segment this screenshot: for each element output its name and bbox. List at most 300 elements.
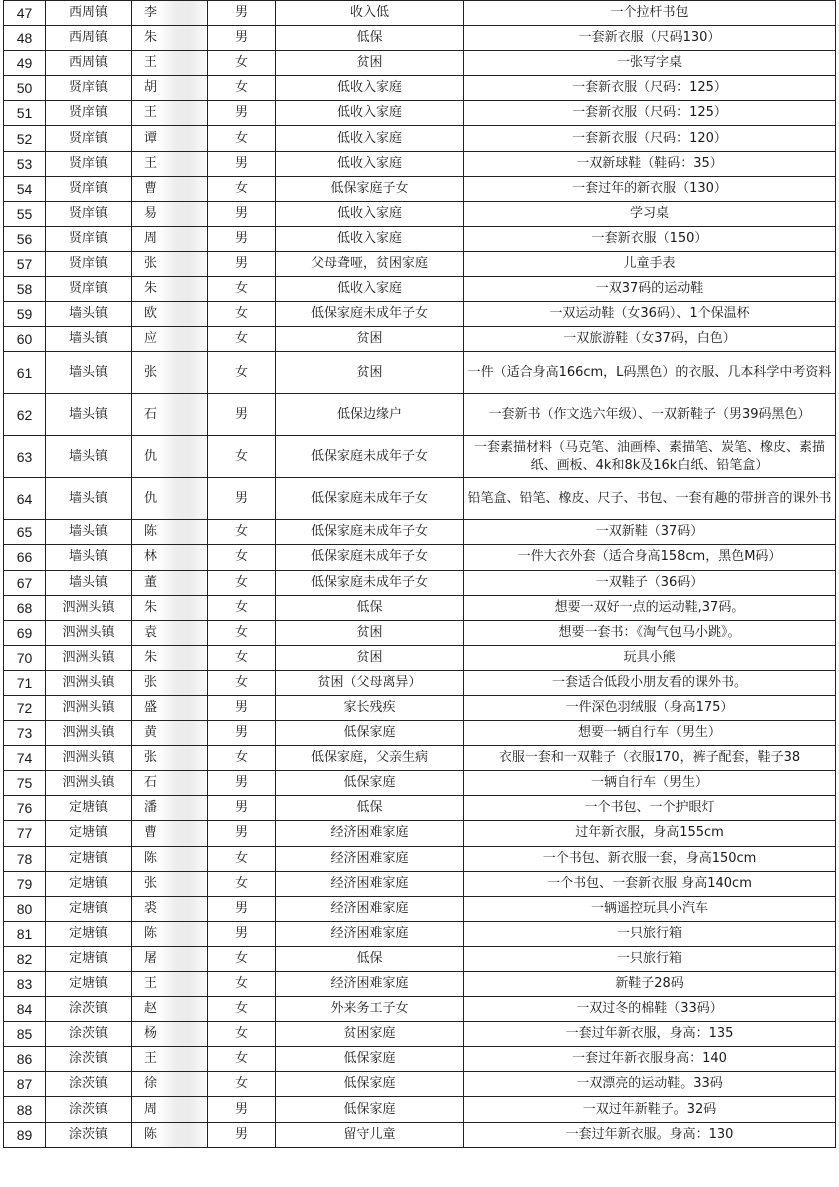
family-status-cell: 贫困	[276, 51, 464, 76]
town-cell: 定塘镇	[46, 871, 132, 896]
child-name-cell	[132, 1097, 208, 1122]
child-name-cell	[132, 436, 208, 478]
row-number: 70	[4, 645, 46, 670]
gender-cell: 男	[208, 771, 276, 796]
gender-cell: 男	[208, 921, 276, 946]
child-name-text: 朱	[144, 649, 158, 665]
row-number: 82	[4, 946, 46, 971]
family-status-cell: 经济困难家庭	[276, 896, 464, 921]
wish-cell: 一辆遥控玩具小汽车	[464, 896, 836, 921]
family-status-cell: 低保家庭未成年子女	[276, 478, 464, 520]
table-row	[4, 871, 836, 896]
child-name-text: 陈	[144, 850, 158, 866]
child-name-text: 王	[144, 1051, 158, 1067]
row-number: 69	[4, 620, 46, 645]
table-row	[4, 101, 836, 126]
town-cell: 涂茨镇	[46, 1047, 132, 1072]
wish-cell: 一个书包、新衣服一套，身高150cm	[464, 846, 836, 871]
child-name-cell	[132, 176, 208, 201]
family-status-cell: 低保家庭子女	[276, 176, 464, 201]
child-name-cell	[132, 126, 208, 151]
child-name-cell	[132, 1022, 208, 1047]
family-status-cell: 父母聋哑，贫困家庭	[276, 251, 464, 276]
table-row	[4, 226, 836, 251]
town-cell: 墙头镇	[46, 436, 132, 478]
gender-cell: 男	[208, 695, 276, 720]
town-cell: 定塘镇	[46, 796, 132, 821]
gender-cell: 男	[208, 478, 276, 520]
table-body	[4, 1, 836, 1148]
gender-cell: 女	[208, 302, 276, 327]
row-number: 50	[4, 76, 46, 101]
row-number: 61	[4, 352, 46, 394]
wish-cell: 一双旅游鞋（女37码，白色）	[464, 327, 836, 352]
gender-cell: 女	[208, 746, 276, 771]
wish-cell: 一套新衣服（尺码：125）	[464, 101, 836, 126]
table-row	[4, 277, 836, 302]
family-status-cell: 低收入家庭	[276, 201, 464, 226]
child-name-text: 黄	[144, 725, 158, 741]
child-name-cell	[132, 1047, 208, 1072]
wish-cell: 一套过年新衣服身高：140	[464, 1047, 836, 1072]
child-name-text: 王	[144, 105, 158, 121]
town-cell: 西周镇	[46, 51, 132, 76]
gender-cell: 男	[208, 394, 276, 436]
child-name-cell	[132, 151, 208, 176]
table-row	[4, 946, 836, 971]
child-name-cell	[132, 226, 208, 251]
child-name-cell	[132, 101, 208, 126]
family-status-cell: 低保家庭未成年子女	[276, 520, 464, 545]
child-name-cell	[132, 595, 208, 620]
wish-cell: 一张写字桌	[464, 51, 836, 76]
wish-cell: 一双漂亮的运动鞋。33码	[464, 1072, 836, 1097]
wish-cell: 一套新衣服（尺码130）	[464, 26, 836, 51]
child-name-cell	[132, 1122, 208, 1147]
town-cell: 泗洲头镇	[46, 620, 132, 645]
family-status-cell: 低保家庭	[276, 1097, 464, 1122]
family-status-cell: 经济困难家庭	[276, 972, 464, 997]
wish-cell: 一双过冬的棉鞋（33码）	[464, 997, 836, 1022]
table-row	[4, 327, 836, 352]
table-row	[4, 821, 836, 846]
row-number: 74	[4, 746, 46, 771]
wish-cell: 一双37码的运动鞋	[464, 277, 836, 302]
child-name-text: 张	[144, 875, 158, 891]
family-status-cell: 经济困难家庭	[276, 921, 464, 946]
wish-cell: 一套素描材料（马克笔、油画棒、素描笔、炭笔、橡皮、素描纸、画板、4k和8k及16k白纸、铅笔盒）	[464, 436, 836, 478]
child-name-cell	[132, 946, 208, 971]
town-cell: 定塘镇	[46, 946, 132, 971]
table-row	[4, 695, 836, 720]
wish-cell: 一套过年新衣服，身高：135	[464, 1022, 836, 1047]
row-number: 54	[4, 176, 46, 201]
child-name-cell	[132, 620, 208, 645]
gender-cell: 女	[208, 436, 276, 478]
table-row	[4, 394, 836, 436]
gender-cell: 男	[208, 201, 276, 226]
town-cell: 涂茨镇	[46, 1097, 132, 1122]
family-status-cell: 外来务工子女	[276, 997, 464, 1022]
row-number: 79	[4, 871, 46, 896]
table-row	[4, 1097, 836, 1122]
wish-cell: 一套新书（作文选六年级）、一双新鞋子（男39码黑色）	[464, 394, 836, 436]
child-name-cell	[132, 771, 208, 796]
table-row	[4, 76, 836, 101]
town-cell: 泗洲头镇	[46, 695, 132, 720]
wish-cell: 一套新衣服（150）	[464, 226, 836, 251]
family-status-cell: 低保家庭未成年子女	[276, 436, 464, 478]
town-cell: 定塘镇	[46, 896, 132, 921]
child-name-cell	[132, 545, 208, 570]
table-row	[4, 746, 836, 771]
town-cell: 墙头镇	[46, 302, 132, 327]
town-cell: 泗洲头镇	[46, 771, 132, 796]
child-name-text: 董	[144, 574, 158, 590]
gender-cell: 女	[208, 871, 276, 896]
gender-cell: 男	[208, 251, 276, 276]
gender-cell: 男	[208, 1097, 276, 1122]
wish-cell: 想要一辆自行车（男生）	[464, 721, 836, 746]
town-cell: 墙头镇	[46, 327, 132, 352]
row-number: 51	[4, 101, 46, 126]
gender-cell: 男	[208, 226, 276, 251]
gender-cell: 男	[208, 721, 276, 746]
table-row	[4, 51, 836, 76]
child-name-text: 石	[144, 775, 158, 791]
gender-cell: 女	[208, 997, 276, 1022]
table-row	[4, 796, 836, 821]
table-row	[4, 846, 836, 871]
child-name-cell	[132, 51, 208, 76]
town-cell: 贤庠镇	[46, 126, 132, 151]
child-name-cell	[132, 821, 208, 846]
table-row	[4, 1, 836, 26]
gender-cell: 女	[208, 277, 276, 302]
child-name-text: 胡	[144, 80, 158, 96]
child-name-text: 裘	[144, 900, 158, 916]
child-name-text: 仇	[144, 490, 158, 506]
child-name-text: 周	[144, 230, 158, 246]
child-name-cell	[132, 302, 208, 327]
child-name-cell	[132, 997, 208, 1022]
family-status-cell: 贫困（父母离异）	[276, 670, 464, 695]
child-name-text: 曹	[144, 180, 158, 196]
child-name-cell	[132, 277, 208, 302]
family-status-cell: 贫困	[276, 620, 464, 645]
row-number: 62	[4, 394, 46, 436]
table-row	[4, 151, 836, 176]
wish-cell: 一个书包、一个护眼灯	[464, 796, 836, 821]
table-row	[4, 302, 836, 327]
gender-cell: 女	[208, 570, 276, 595]
town-cell: 墙头镇	[46, 352, 132, 394]
row-number: 73	[4, 721, 46, 746]
wish-cell: 一件（适合身高166cm，L码黑色）的衣服、几本科学中考资料	[464, 352, 836, 394]
row-number: 65	[4, 520, 46, 545]
row-number: 87	[4, 1072, 46, 1097]
family-status-cell: 低保边缘户	[276, 394, 464, 436]
wish-cell: 儿童手表	[464, 251, 836, 276]
row-number: 47	[4, 1, 46, 26]
town-cell: 贤庠镇	[46, 226, 132, 251]
child-name-text: 周	[144, 1101, 158, 1117]
child-name-cell	[132, 746, 208, 771]
wish-cell: 过年新衣服，身高155cm	[464, 821, 836, 846]
child-name-cell	[132, 645, 208, 670]
family-status-cell: 低保家庭	[276, 1072, 464, 1097]
row-number: 85	[4, 1022, 46, 1047]
gender-cell: 女	[208, 946, 276, 971]
wish-cell: 一个书包、一套新衣服 身高140cm	[464, 871, 836, 896]
town-cell: 涂茨镇	[46, 1072, 132, 1097]
child-name-cell	[132, 1072, 208, 1097]
family-status-cell: 收入低	[276, 1, 464, 26]
wish-cell: 衣服一套和一双鞋子（衣服170，裤子配套，鞋子38	[464, 746, 836, 771]
row-number: 63	[4, 436, 46, 478]
gender-cell: 男	[208, 26, 276, 51]
table-row	[4, 771, 836, 796]
child-name-text: 应	[144, 331, 158, 347]
table-row	[4, 436, 836, 478]
row-number: 72	[4, 695, 46, 720]
town-cell: 贤庠镇	[46, 101, 132, 126]
town-cell: 定塘镇	[46, 972, 132, 997]
town-cell: 贤庠镇	[46, 176, 132, 201]
child-name-text: 陈	[144, 524, 158, 540]
row-number: 49	[4, 51, 46, 76]
gender-cell: 女	[208, 1072, 276, 1097]
family-status-cell: 低保	[276, 26, 464, 51]
row-number: 84	[4, 997, 46, 1022]
town-cell: 墙头镇	[46, 394, 132, 436]
row-number: 76	[4, 796, 46, 821]
town-cell: 西周镇	[46, 1, 132, 26]
town-cell: 贤庠镇	[46, 151, 132, 176]
child-name-text: 张	[144, 255, 158, 271]
gender-cell: 女	[208, 545, 276, 570]
table-row	[4, 620, 836, 645]
child-name-text: 屠	[144, 950, 158, 966]
table-row	[4, 670, 836, 695]
wish-cell: 一套新衣服（尺码：120）	[464, 126, 836, 151]
family-status-cell: 低保家庭未成年子女	[276, 570, 464, 595]
town-cell: 涂茨镇	[46, 997, 132, 1022]
table-row	[4, 26, 836, 51]
family-status-cell: 低收入家庭	[276, 226, 464, 251]
gender-cell: 女	[208, 595, 276, 620]
town-cell: 贤庠镇	[46, 277, 132, 302]
gender-cell: 女	[208, 76, 276, 101]
table-row	[4, 997, 836, 1022]
wish-cell: 一双运动鞋（女36码）、1个保温杯	[464, 302, 836, 327]
child-name-cell	[132, 570, 208, 595]
gender-cell: 男	[208, 101, 276, 126]
family-status-cell: 低保	[276, 796, 464, 821]
child-name-cell	[132, 394, 208, 436]
family-status-cell: 低保	[276, 595, 464, 620]
family-status-cell: 留守儿童	[276, 1122, 464, 1147]
gender-cell: 女	[208, 520, 276, 545]
row-number: 86	[4, 1047, 46, 1072]
table-row	[4, 721, 836, 746]
wish-cell: 铅笔盒、铅笔、橡皮、尺子、书包、一套有趣的带拼音的课外书	[464, 478, 836, 520]
table-row	[4, 1072, 836, 1097]
child-name-cell	[132, 972, 208, 997]
town-cell: 西周镇	[46, 26, 132, 51]
town-cell: 泗洲头镇	[46, 645, 132, 670]
child-name-text: 朱	[144, 281, 158, 297]
child-name-cell	[132, 846, 208, 871]
family-status-cell: 贫困	[276, 645, 464, 670]
town-cell: 定塘镇	[46, 846, 132, 871]
town-cell: 涂茨镇	[46, 1122, 132, 1147]
town-cell: 泗洲头镇	[46, 670, 132, 695]
row-number: 64	[4, 478, 46, 520]
row-number: 77	[4, 821, 46, 846]
wish-cell: 一双鞋子（36码）	[464, 570, 836, 595]
table-row	[4, 1122, 836, 1147]
table-row	[4, 251, 836, 276]
child-name-text: 石	[144, 406, 158, 422]
child-name-cell	[132, 76, 208, 101]
row-number: 80	[4, 896, 46, 921]
gender-cell: 女	[208, 1047, 276, 1072]
table-row	[4, 972, 836, 997]
child-name-text: 王	[144, 155, 158, 171]
wish-cell: 一套适合低段小朋友看的课外书。	[464, 670, 836, 695]
table-row	[4, 595, 836, 620]
wish-cell: 一套过年的新衣服（130）	[464, 176, 836, 201]
child-name-text: 曹	[144, 825, 158, 841]
child-name-cell	[132, 26, 208, 51]
gender-cell: 女	[208, 972, 276, 997]
gender-cell: 男	[208, 796, 276, 821]
row-number: 75	[4, 771, 46, 796]
wish-cell: 一双新球鞋（鞋码：35）	[464, 151, 836, 176]
family-status-cell: 经济困难家庭	[276, 871, 464, 896]
wish-list-sheet	[3, 0, 835, 1148]
child-name-text: 王	[144, 976, 158, 992]
row-number: 89	[4, 1122, 46, 1147]
wish-cell: 一个拉杆书包	[464, 1, 836, 26]
family-status-cell: 家长残疾	[276, 695, 464, 720]
gender-cell: 男	[208, 1, 276, 26]
child-name-text: 潘	[144, 800, 158, 816]
child-name-text: 朱	[144, 599, 158, 615]
wish-cell: 一只旅行箱	[464, 921, 836, 946]
table-row	[4, 896, 836, 921]
child-name-cell	[132, 352, 208, 394]
row-number: 52	[4, 126, 46, 151]
row-number: 48	[4, 26, 46, 51]
row-number: 81	[4, 921, 46, 946]
child-name-text: 王	[144, 55, 158, 71]
town-cell: 定塘镇	[46, 821, 132, 846]
row-number: 78	[4, 846, 46, 871]
town-cell: 贤庠镇	[46, 76, 132, 101]
town-cell: 泗洲头镇	[46, 746, 132, 771]
child-name-text: 陈	[144, 925, 158, 941]
child-name-text: 徐	[144, 1076, 158, 1092]
child-name-cell	[132, 520, 208, 545]
town-cell: 墙头镇	[46, 520, 132, 545]
gender-cell: 女	[208, 1022, 276, 1047]
row-number: 60	[4, 327, 46, 352]
gender-cell: 女	[208, 327, 276, 352]
wish-cell: 一双新鞋（37码）	[464, 520, 836, 545]
family-status-cell: 低保家庭未成年子女	[276, 302, 464, 327]
gender-cell: 女	[208, 352, 276, 394]
wish-cell: 新鞋子28码	[464, 972, 836, 997]
child-name-cell	[132, 478, 208, 520]
wish-cell: 学习桌	[464, 201, 836, 226]
gender-cell: 女	[208, 176, 276, 201]
family-status-cell: 贫困	[276, 327, 464, 352]
row-number: 71	[4, 670, 46, 695]
family-status-cell: 贫困	[276, 352, 464, 394]
wish-cell: 一套过年新衣服。身高：130	[464, 1122, 836, 1147]
gender-cell: 女	[208, 846, 276, 871]
town-cell: 定塘镇	[46, 921, 132, 946]
table-row	[4, 1047, 836, 1072]
table-row	[4, 201, 836, 226]
table-row	[4, 126, 836, 151]
gender-cell: 女	[208, 620, 276, 645]
gender-cell: 女	[208, 126, 276, 151]
wish-cell: 想要一套书：《淘气包马小跳》。	[464, 620, 836, 645]
gender-cell: 男	[208, 1122, 276, 1147]
row-number: 58	[4, 277, 46, 302]
wish-cell: 玩具小熊	[464, 645, 836, 670]
child-name-cell	[132, 201, 208, 226]
family-status-cell: 低保家庭	[276, 1047, 464, 1072]
child-name-text: 林	[144, 549, 158, 565]
town-cell: 贤庠镇	[46, 201, 132, 226]
wish-cell: 一套新衣服（尺码：125）	[464, 76, 836, 101]
child-name-text: 张	[144, 364, 158, 380]
family-status-cell: 低收入家庭	[276, 76, 464, 101]
gender-cell: 男	[208, 821, 276, 846]
family-status-cell: 低收入家庭	[276, 126, 464, 151]
child-name-text: 赵	[144, 1001, 158, 1017]
row-number: 57	[4, 251, 46, 276]
row-number: 55	[4, 201, 46, 226]
child-name-text: 易	[144, 205, 158, 221]
child-name-cell	[132, 695, 208, 720]
row-number: 88	[4, 1097, 46, 1122]
wish-cell: 一双过年新鞋子。32码	[464, 1097, 836, 1122]
gender-cell: 女	[208, 670, 276, 695]
gender-cell: 女	[208, 51, 276, 76]
family-status-cell: 低保家庭，父亲生病	[276, 746, 464, 771]
row-number: 67	[4, 570, 46, 595]
family-status-cell: 低保家庭	[276, 721, 464, 746]
child-name-cell	[132, 1, 208, 26]
wish-cell: 想要一双好一点的运动鞋,37码。	[464, 595, 836, 620]
child-name-cell	[132, 327, 208, 352]
wish-cell: 一辆自行车（男生）	[464, 771, 836, 796]
table-row	[4, 545, 836, 570]
row-number: 83	[4, 972, 46, 997]
town-cell: 墙头镇	[46, 478, 132, 520]
child-name-text: 袁	[144, 624, 158, 640]
town-cell: 泗洲头镇	[46, 721, 132, 746]
town-cell: 泗洲头镇	[46, 595, 132, 620]
child-name-cell	[132, 721, 208, 746]
child-name-cell	[132, 896, 208, 921]
child-name-cell	[132, 796, 208, 821]
